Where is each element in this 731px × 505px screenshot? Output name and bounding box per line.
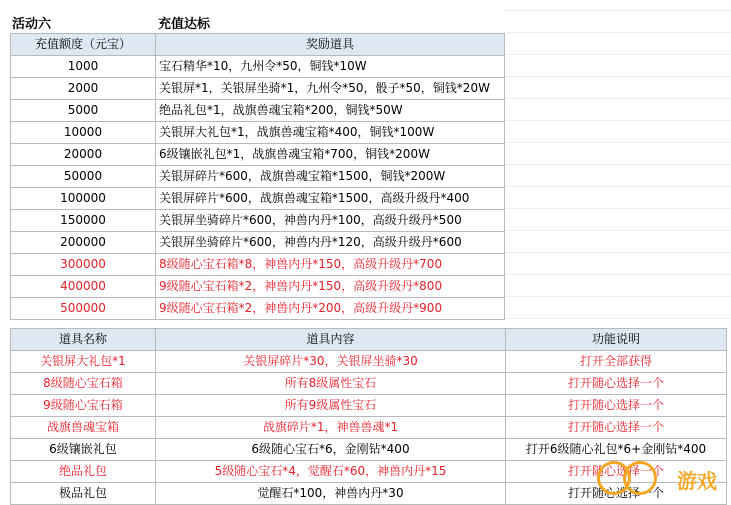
reward-cell: 关银屏大礼包*1，战旗兽魂宝箱*400，铜钱*100W — [156, 122, 505, 144]
table-row — [11, 373, 727, 395]
item-desc-cell: 打开随心选择一个 — [506, 483, 727, 505]
item-name-cell: 战旗兽魂宝箱 — [11, 417, 156, 439]
reward-cell: 关银屏碎片*600，战旗兽魂宝箱*1500，高级升级丹*400 — [156, 188, 505, 210]
spreadsheet-grid-background — [504, 10, 731, 320]
recharge-amount-cell: 500000 — [11, 298, 156, 320]
table-row — [11, 166, 505, 188]
table-row — [11, 56, 505, 78]
item-content-cell: 所有8级属性宝石 — [156, 373, 506, 395]
recharge-amount-cell: 200000 — [11, 232, 156, 254]
item-content-cell: 所有9级属性宝石 — [156, 395, 506, 417]
item-name-cell: 关银屏大礼包*1 — [11, 351, 156, 373]
table-row — [11, 351, 727, 373]
item-content-cell: 关银屏碎片*30，关银屏坐骑*30 — [156, 351, 506, 373]
recharge-amount-cell: 10000 — [11, 122, 156, 144]
item-name-cell: 8级随心宝石箱 — [11, 373, 156, 395]
logo-ring-icon — [623, 461, 657, 495]
item-desc-cell: 打开随心选择一个 — [506, 461, 727, 483]
reward-cell: 宝石精华*10，九州令*50，铜钱*10W — [156, 56, 505, 78]
column-header-item-name: 道具名称 — [11, 329, 156, 351]
item-desc-cell: 打开随心选择一个 — [506, 417, 727, 439]
table-row — [11, 395, 727, 417]
table-row — [11, 254, 505, 276]
recharge-amount-cell: 50000 — [11, 166, 156, 188]
column-header-item-content: 道具内容 — [156, 329, 506, 351]
item-name-cell: 6级镶嵌礼包 — [11, 439, 156, 461]
table-header-row — [11, 329, 727, 351]
table-row — [11, 417, 727, 439]
table-row — [11, 100, 505, 122]
column-header-reward: 奖励道具 — [156, 34, 505, 56]
reward-cell: 关银屏坐骑碎片*600，神兽内丹*100，高级升级丹*500 — [156, 210, 505, 232]
item-desc-cell: 打开6级随心礼包*6+金刚钻*400 — [506, 439, 727, 461]
item-content-cell: 战旗碎片*1，神兽兽魂*1 — [156, 417, 506, 439]
item-name-cell: 绝品礼包 — [11, 461, 156, 483]
item-content-cell: 6级随心宝石*6，金刚钻*400 — [156, 439, 506, 461]
item-desc-cell: 打开随心选择一个 — [506, 373, 727, 395]
recharge-amount-cell: 300000 — [11, 254, 156, 276]
table-header-row — [11, 34, 505, 56]
reward-cell: 9级随心宝石箱*2，神兽内丹*150，高级升级丹*800 — [156, 276, 505, 298]
item-name-cell: 极品礼包 — [11, 483, 156, 505]
item-content-cell: 觉醒石*100，神兽内丹*30 — [156, 483, 506, 505]
column-header-function: 功能说明 — [506, 329, 727, 351]
table-row — [11, 188, 505, 210]
recharge-reward-table — [10, 33, 505, 320]
reward-cell: 关银屏碎片*600，战旗兽魂宝箱*1500，铜钱*200W — [156, 166, 505, 188]
table-row — [11, 232, 505, 254]
activity-label: 活动六 — [12, 17, 52, 32]
recharge-amount-cell: 5000 — [11, 100, 156, 122]
recharge-amount-cell: 400000 — [11, 276, 156, 298]
reward-cell: 关银屏坐骑碎片*600，神兽内丹*120，高级升级丹*600 — [156, 232, 505, 254]
reward-cell: 8级随心宝石箱*8，神兽内丹*150，高级升级丹*700 — [156, 254, 505, 276]
watermark-text: 游戏 — [677, 469, 717, 493]
site-watermark-logo — [593, 453, 723, 499]
recharge-amount-cell: 2000 — [11, 78, 156, 100]
reward-cell: 6级镶嵌礼包*1，战旗兽魂宝箱*700，铜钱*200W — [156, 144, 505, 166]
reward-cell: 9级随心宝石箱*2，神兽内丹*200，高级升级丹*900 — [156, 298, 505, 320]
item-name-cell: 9级随心宝石箱 — [11, 395, 156, 417]
item-desc-cell: 打开全部获得 — [506, 351, 727, 373]
table-row — [11, 122, 505, 144]
item-content-cell: 5级随心宝石*4，觉醒石*60，神兽内丹*15 — [156, 461, 506, 483]
table-row — [11, 298, 505, 320]
recharge-amount-cell: 100000 — [11, 188, 156, 210]
activity-title: 充值达标 — [158, 17, 211, 32]
recharge-amount-cell: 150000 — [11, 210, 156, 232]
table-row — [11, 78, 505, 100]
table-row — [11, 144, 505, 166]
recharge-amount-cell: 1000 — [11, 56, 156, 78]
column-header-amount: 充值额度（元宝） — [11, 34, 156, 56]
recharge-amount-cell: 20000 — [11, 144, 156, 166]
table-row — [11, 210, 505, 232]
item-desc-cell: 打开随心选择一个 — [506, 395, 727, 417]
table-row — [11, 276, 505, 298]
reward-cell: 绝品礼包*1，战旗兽魂宝箱*200，铜钱*50W — [156, 100, 505, 122]
reward-cell: 关银屏*1，关银屏坐骑*1，九州令*50，骰子*50，铜钱*20W — [156, 78, 505, 100]
activity-header — [0, 10, 731, 32]
